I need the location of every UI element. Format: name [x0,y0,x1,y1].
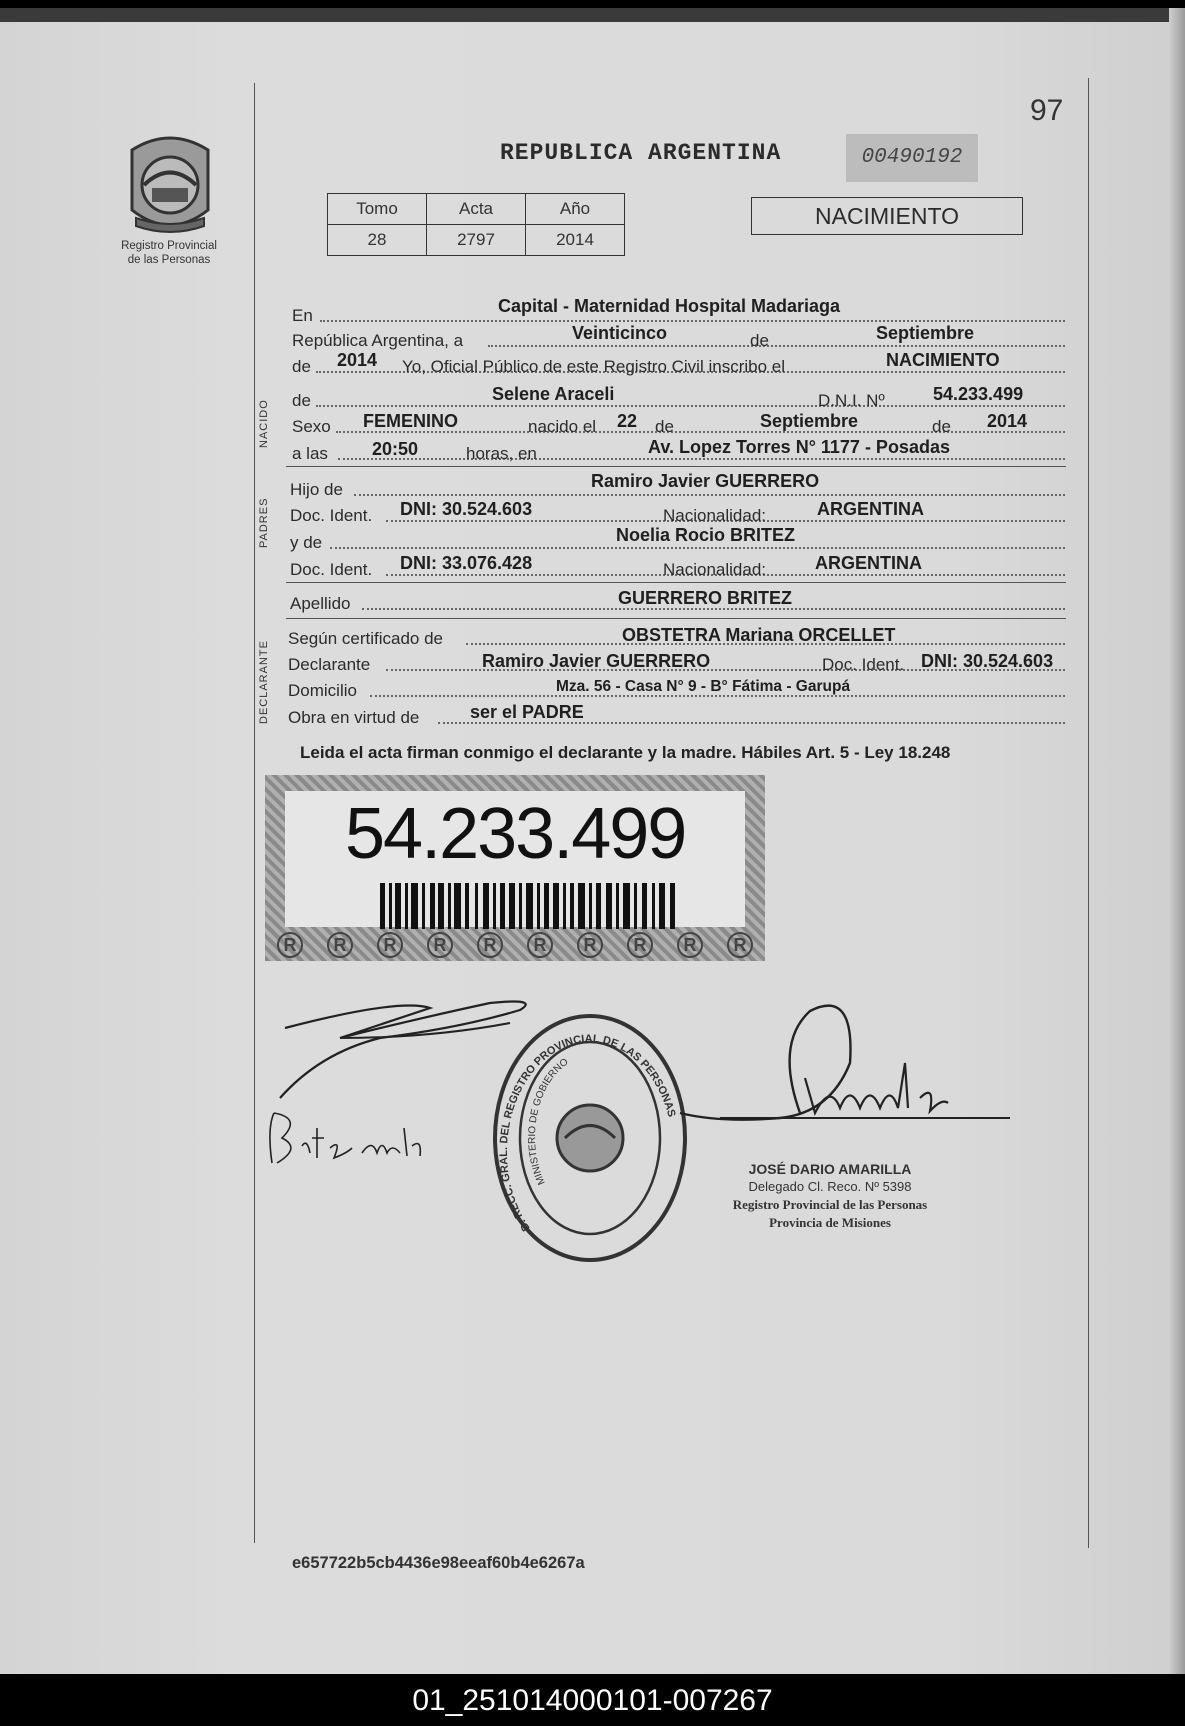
label-hijo-de: Hijo de [290,480,343,499]
value-surname: GUERRERO BRITEZ [618,588,793,608]
value-birth-month: Septiembre [760,411,859,431]
security-mark: R [277,932,303,958]
dotted-line [338,458,1065,460]
official-name: JOSÉ DARIO AMARILLA [748,1161,912,1177]
value-day-words: Veinticinco [572,323,668,343]
stamp-inner-text: MINISTERIO DE GOBIERNO [526,1056,571,1187]
footer-filename: 01_251014000101-007267 [412,1684,773,1717]
scan-footer [0,1674,1185,1726]
official-block [700,1160,960,1232]
value-father: Ramiro Javier GUERRERO [591,471,820,491]
left-margin-line [254,83,255,1543]
value-birth-day: 22 [617,411,638,431]
value-address: Mza. 56 - Casa N° 9 - B° Fátima - Garupá [556,678,851,695]
closing-statement: Leida el acta firman conmigo el declarante y la madre. Hábiles Art. 5 - Ley 18.248 [300,743,951,762]
register-header: Año [526,194,625,225]
value-record: NACIMIENTO [886,350,1000,370]
label-de-year: de [292,357,311,376]
value-mother: Noelia Rocio BRITEZ [616,525,796,545]
register-value: 28 [328,225,427,256]
label-declarante: Declarante [288,655,371,674]
label-doc-ident: Doc. Ident. [822,655,905,674]
label-horas: horas, en [466,444,537,463]
register-value: 2797 [427,225,526,256]
section-divider [286,618,1066,619]
logo-caption-line-2: de las Personas [127,254,211,266]
register-value: 2014 [526,225,625,256]
label-sexo: Sexo [292,417,331,436]
section-divider [286,582,1066,583]
official-title: Delegado Cl. Reco. Nº 5398 [748,1179,912,1194]
value-declarant: Ramiro Javier GUERRERO [482,651,711,671]
logo-caption-line-1: Registro Provincial [121,240,217,252]
label-segun: Según certificado de [288,629,443,648]
label-a-las: a las [292,444,328,463]
register-header: Tomo [328,194,427,225]
label-doc-ident: Doc. Ident. [290,560,373,579]
section-born: NACIDO [258,399,270,448]
security-strip [265,929,765,961]
right-margin-line [1088,78,1089,1548]
label-republica: República Argentina, a [292,331,464,350]
label-y-de: y de [290,533,323,552]
label-yo: Yo, Oficial Público de este Registro Civil inscribo el [402,357,785,376]
security-mark: R [327,932,353,958]
label-doc-ident: Doc. Ident. [290,506,373,525]
country-title: REPUBLICA ARGENTINA [500,140,782,166]
label-de: de [750,331,769,350]
label-nacionalidad: Nacionalidad: [663,506,767,525]
value-month: Septiembre [876,323,975,343]
label-en: En [292,306,313,325]
security-mark: R [427,932,453,958]
value-father-doc: DNI: 30.524.603 [400,499,533,519]
page-number: 97 [1030,94,1064,127]
label-dni: D.N.I. Nº [818,391,885,410]
record-type-box: NACIMIENTO [751,197,1023,235]
province-seal-icon [122,130,218,240]
value-father-nat: ARGENTINA [817,499,924,519]
id-number: 54.233.499 [345,794,686,874]
label-domicilio: Domicilio [288,681,357,700]
security-mark: R [677,932,703,958]
register-header: Acta [427,194,526,225]
dotted-line [330,547,1065,549]
official-province: Provincia de Misiones [769,1215,891,1230]
label-nacionalidad: Nacionalidad: [663,560,767,579]
security-mark: R [377,932,403,958]
value-dni: 54.233.499 [933,384,1024,404]
section-declarant: DECLARANTE [258,640,270,724]
official-stamp-icon [490,1013,690,1273]
value-birth-address: Av. Lopez Torres N° 1177 - Posadas [648,437,950,457]
security-mark: R [727,932,753,958]
top-edge [0,8,1185,22]
label-de3: de [932,417,951,436]
security-mark: R [527,932,553,958]
security-mark: R [577,932,603,958]
value-place: Capital - Maternidad Hospital Madariaga [498,296,841,316]
id-label-inner [285,791,745,927]
security-mark: R [627,932,653,958]
mother-signature [262,1108,432,1178]
stamp-ring-text: D. RECC. GRAL. DEL REGISTRO PROVINCIAL DE LAS PERSONAS [497,1032,678,1234]
label-nacido: nacido el [528,417,597,436]
document-hash: e657722b5cb4436e98eeaf60b4e6267a [292,1554,585,1572]
right-edge [1169,8,1185,1674]
value-certificate: OBSTETRA Mariana ORCELLET [622,625,896,645]
value-sex: FEMENINO [363,411,459,431]
value-capacity: ser el PADRE [470,702,584,722]
document-sheet [0,8,1185,1674]
dotted-line [316,405,1065,407]
value-name: Selene Araceli [492,384,615,404]
serial-number: 00490192 [846,134,978,182]
register-table [327,193,625,256]
section-parents: PADRES [258,497,270,548]
id-label [265,775,765,961]
dotted-line [320,320,1065,322]
official-signature [680,1003,1020,1173]
barcode-icon [380,883,680,929]
value-mother-doc: DNI: 33.076.428 [400,553,533,573]
section-divider [286,466,1066,467]
official-office: Registro Provincial de las Personas [732,1197,928,1212]
dotted-line [488,345,1065,347]
label-de2: de [655,417,674,436]
label-de-name: de [292,391,311,410]
security-mark: R [477,932,503,958]
value-year: 2014 [337,350,378,370]
logo-caption [104,239,234,267]
value-birth-time: 20:50 [372,439,419,459]
dotted-line [354,494,1065,496]
value-declarant-doc: DNI: 30.524.603 [921,651,1054,671]
value-birth-year: 2014 [987,411,1028,431]
label-obra: Obra en virtud de [288,708,420,727]
label-apellido: Apellido [290,594,351,613]
value-mother-nat: ARGENTINA [815,553,922,573]
